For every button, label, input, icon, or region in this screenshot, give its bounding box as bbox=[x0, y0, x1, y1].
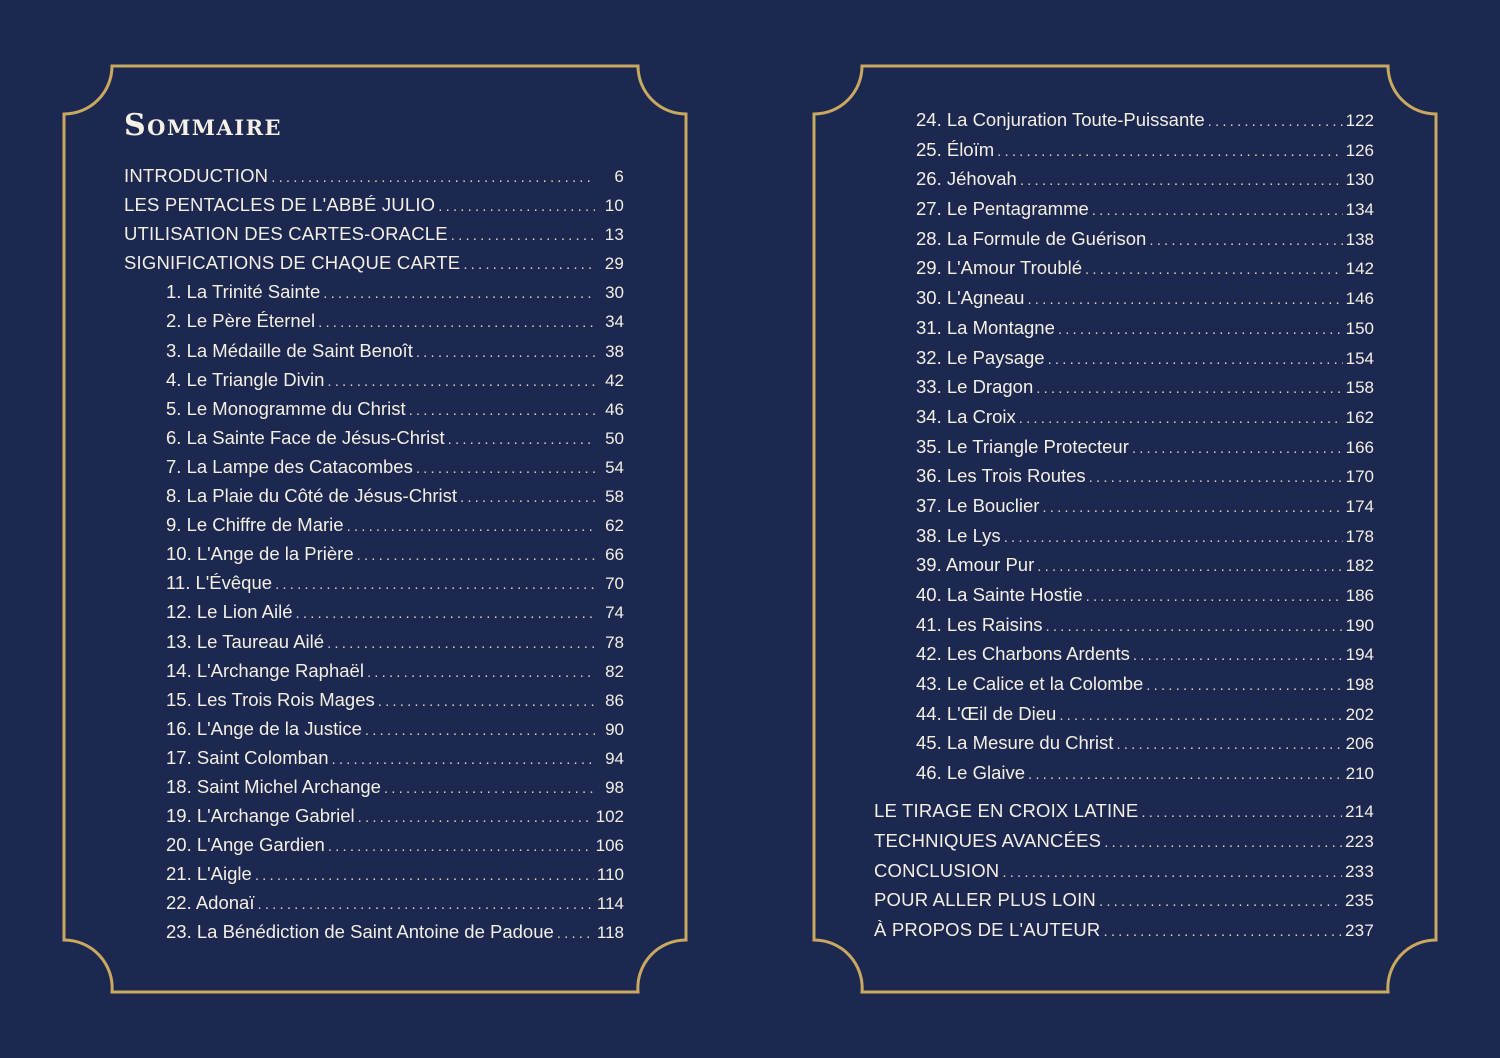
toc-page-number: 70 bbox=[605, 574, 624, 594]
toc-section-entry[interactable] bbox=[874, 890, 1374, 920]
toc-entry-label: TECHNIQUES AVANCÉES bbox=[874, 829, 1102, 851]
dot-leader bbox=[1045, 617, 1342, 637]
page-title: Sommaire bbox=[124, 108, 283, 143]
dot-leader bbox=[347, 517, 595, 537]
toc-page-number: 166 bbox=[1345, 437, 1374, 457]
toc-entry-label: 40. La Sainte Hostie bbox=[916, 584, 1083, 605]
toc-card-entry[interactable] bbox=[124, 311, 624, 340]
toc-page-number: 182 bbox=[1345, 556, 1374, 576]
toc-card-entry[interactable] bbox=[916, 318, 1374, 348]
toc-card-entry[interactable] bbox=[124, 893, 624, 922]
toc-card-entry[interactable] bbox=[916, 258, 1374, 288]
toc-section-entry[interactable] bbox=[124, 224, 624, 253]
toc-page-number: 30 bbox=[605, 283, 624, 303]
dot-leader bbox=[1020, 171, 1343, 191]
toc-page-number: 233 bbox=[1345, 861, 1374, 881]
toc-page-number: 58 bbox=[605, 487, 624, 507]
table-of-contents-right-sections bbox=[874, 801, 1374, 950]
toc-card-entry[interactable] bbox=[124, 777, 624, 806]
toc-page-number: 134 bbox=[1345, 200, 1374, 220]
toc-entry-label: 19. L'Archange Gabriel bbox=[166, 805, 355, 827]
dot-leader bbox=[416, 343, 595, 363]
dot-leader bbox=[332, 750, 596, 770]
toc-card-entry[interactable] bbox=[916, 348, 1374, 378]
toc-entry-label: CONCLUSION bbox=[874, 859, 1000, 881]
toc-card-entry[interactable] bbox=[124, 486, 624, 515]
toc-entry-label: 10. L'Ange de la Prière bbox=[166, 543, 354, 565]
toc-page-number: 114 bbox=[596, 894, 624, 914]
dot-leader bbox=[1002, 863, 1342, 883]
toc-card-entry[interactable] bbox=[916, 140, 1374, 170]
toc-page-number: 90 bbox=[605, 719, 624, 739]
toc-card-entry[interactable] bbox=[124, 544, 624, 573]
dot-leader bbox=[327, 372, 595, 392]
toc-entry-label: 46. Le Glaive bbox=[916, 762, 1026, 784]
dot-leader bbox=[460, 488, 595, 508]
toc-entry-label: 9. Le Chiffre de Marie bbox=[166, 514, 344, 536]
dot-leader bbox=[1048, 350, 1343, 370]
toc-card-entry[interactable] bbox=[124, 835, 624, 864]
toc-page-number: 162 bbox=[1345, 407, 1374, 427]
dot-leader bbox=[1019, 409, 1343, 429]
toc-entry-label: 25. Éloïm bbox=[916, 138, 995, 160]
dot-leader bbox=[257, 895, 593, 915]
toc-page-number: 6 bbox=[614, 167, 624, 186]
dot-leader bbox=[1133, 646, 1343, 666]
dot-leader bbox=[1004, 528, 1343, 548]
dot-leader bbox=[1141, 803, 1342, 823]
dot-leader bbox=[1208, 112, 1343, 132]
toc-page-number: 154 bbox=[1345, 348, 1374, 368]
toc-page-number: 206 bbox=[1345, 734, 1374, 754]
dot-leader bbox=[271, 168, 595, 188]
toc-entry-label: 14. L'Archange Raphaël bbox=[166, 659, 364, 681]
toc-page-number: 106 bbox=[595, 836, 624, 856]
toc-page-number: 202 bbox=[1345, 704, 1374, 724]
table-of-contents-left bbox=[124, 166, 624, 952]
toc-entry-label: 24. La Conjuration Toute-Puissante bbox=[916, 109, 1205, 130]
toc-entry-label: 17. Saint Colomban bbox=[166, 746, 329, 768]
toc-card-entry[interactable] bbox=[124, 864, 624, 893]
toc-page-number: 86 bbox=[605, 690, 624, 710]
toc-card-entry[interactable] bbox=[124, 428, 624, 457]
toc-page-number: 13 bbox=[604, 225, 624, 245]
toc-entry-label: 23. La Bénédiction de Saint Antoine de Padoue bbox=[166, 921, 554, 943]
toc-entry-label: 35. Le Triangle Protecteur bbox=[916, 435, 1129, 457]
dot-leader bbox=[1085, 260, 1343, 280]
toc-entry-label: 11. L'Évêque bbox=[166, 572, 273, 594]
dot-leader bbox=[1089, 468, 1343, 488]
toc-entry-label: UTILISATION DES CARTES-ORACLE bbox=[124, 223, 448, 245]
toc-page-number: 198 bbox=[1345, 675, 1374, 695]
toc-page-number: 150 bbox=[1345, 318, 1374, 338]
toc-card-entry[interactable] bbox=[124, 719, 624, 748]
toc-entry-label: 22. Adonaï bbox=[166, 892, 255, 914]
dot-leader bbox=[1042, 498, 1342, 518]
toc-section-entry[interactable] bbox=[124, 166, 624, 195]
toc-entry-label: 12. Le Lion Ailé bbox=[166, 601, 293, 623]
toc-card-entry[interactable] bbox=[916, 229, 1374, 259]
dot-leader bbox=[327, 634, 595, 654]
dot-leader bbox=[438, 197, 595, 217]
toc-card-entry[interactable] bbox=[916, 199, 1374, 229]
toc-page-number: 146 bbox=[1345, 289, 1374, 309]
toc-entry-label: 27. Le Pentagramme bbox=[916, 198, 1089, 220]
toc-page-number: 237 bbox=[1345, 921, 1374, 941]
dot-leader bbox=[997, 142, 1342, 162]
toc-section-entry[interactable] bbox=[124, 253, 624, 282]
toc-entry-label: 8. La Plaie du Côté de Jésus-Christ bbox=[166, 485, 458, 507]
table-of-contents-right-cards bbox=[916, 110, 1374, 793]
toc-card-entry[interactable] bbox=[916, 704, 1374, 734]
toc-card-entry[interactable] bbox=[916, 733, 1374, 763]
dot-leader bbox=[323, 284, 595, 304]
toc-entry-label: 39. Amour Pur bbox=[916, 554, 1035, 576]
toc-page-number: 10 bbox=[604, 196, 624, 216]
toc-page-number: 74 bbox=[605, 603, 624, 623]
toc-page-number: 118 bbox=[596, 923, 624, 943]
toc-entry-label: 16. L'Ange de la Justice bbox=[166, 717, 362, 739]
dot-leader bbox=[1099, 892, 1342, 912]
toc-card-entry[interactable] bbox=[916, 615, 1374, 645]
dot-leader bbox=[318, 313, 595, 333]
toc-entry-label: 32. Le Paysage bbox=[916, 346, 1045, 368]
toc-page-number: 130 bbox=[1345, 170, 1374, 190]
toc-card-entry[interactable] bbox=[916, 169, 1374, 199]
toc-entry-label: LE TIRAGE EN CROIX LATINE bbox=[874, 800, 1139, 821]
toc-page-number: 126 bbox=[1345, 140, 1374, 160]
toc-card-entry[interactable] bbox=[124, 341, 624, 370]
dot-leader bbox=[296, 604, 595, 624]
dot-leader bbox=[1149, 231, 1342, 251]
toc-page-number: 178 bbox=[1345, 526, 1374, 546]
dot-leader bbox=[1027, 290, 1342, 310]
toc-entry-label: 38. Le Lys bbox=[916, 524, 1001, 546]
toc-page-number: 142 bbox=[1345, 259, 1374, 279]
toc-entry-label: 42. Les Charbons Ardents bbox=[916, 643, 1130, 665]
toc-entry-label: 15. Les Trois Rois Mages bbox=[166, 688, 375, 710]
dot-leader bbox=[1092, 201, 1343, 221]
toc-entry-label: 21. L'Aigle bbox=[166, 863, 252, 885]
toc-entry-label: LES PENTACLES DE L'ABBÉ JULIO bbox=[124, 194, 436, 216]
toc-card-entry[interactable] bbox=[124, 748, 624, 777]
toc-page-number: 98 bbox=[605, 777, 624, 797]
toc-page-number: 94 bbox=[605, 748, 624, 768]
toc-page-number: 158 bbox=[1345, 378, 1374, 398]
dot-leader bbox=[448, 430, 595, 450]
toc-card-entry[interactable] bbox=[124, 515, 624, 544]
toc-card-entry[interactable] bbox=[916, 437, 1374, 467]
dot-leader bbox=[451, 226, 595, 246]
toc-section-entry[interactable] bbox=[874, 861, 1374, 891]
toc-entry-label: 7. La Lampe des Catacombes bbox=[166, 455, 413, 477]
toc-entry-label: 43. Le Calice et la Colombe bbox=[916, 673, 1144, 695]
toc-card-entry[interactable] bbox=[916, 585, 1374, 615]
dot-leader bbox=[384, 779, 595, 799]
toc-card-entry[interactable] bbox=[916, 288, 1374, 318]
toc-entry-label: INTRODUCTION bbox=[124, 165, 269, 186]
toc-entry-label: 4. Le Triangle Divin bbox=[166, 368, 325, 390]
toc-entry-label: 37. Le Bouclier bbox=[916, 494, 1040, 516]
toc-page-number: 34 bbox=[605, 312, 624, 332]
toc-entry-label: 3. La Médaille de Saint Benoît bbox=[166, 339, 413, 361]
toc-entry-label: 20. L'Ange Gardien bbox=[166, 834, 325, 856]
dot-leader bbox=[275, 575, 595, 595]
toc-page-number: 42 bbox=[605, 370, 624, 390]
toc-entry-label: 31. La Montagne bbox=[916, 316, 1055, 338]
toc-entry-label: 29. L'Amour Troublé bbox=[916, 257, 1083, 279]
toc-entry-label: 2. Le Père Éternel bbox=[166, 310, 316, 332]
dot-leader bbox=[1116, 735, 1342, 755]
toc-page-number: 210 bbox=[1345, 764, 1374, 784]
toc-card-entry[interactable] bbox=[916, 377, 1374, 407]
toc-page-number: 190 bbox=[1345, 615, 1374, 635]
toc-card-entry[interactable] bbox=[124, 457, 624, 486]
dot-leader bbox=[1146, 676, 1342, 696]
toc-card-entry[interactable] bbox=[916, 407, 1374, 437]
toc-page-number: 66 bbox=[605, 545, 624, 565]
dot-leader bbox=[1104, 833, 1342, 853]
toc-card-entry[interactable] bbox=[916, 674, 1374, 704]
toc-page-number: 82 bbox=[605, 661, 624, 681]
toc-entry-label: 18. Saint Michel Archange bbox=[166, 775, 381, 797]
toc-page-number: 54 bbox=[605, 457, 624, 477]
dot-leader bbox=[1086, 587, 1343, 607]
dot-leader bbox=[463, 255, 595, 275]
dot-leader bbox=[1036, 379, 1342, 399]
dot-leader bbox=[1037, 557, 1342, 577]
dot-leader bbox=[328, 837, 593, 857]
dot-leader bbox=[1132, 439, 1343, 459]
toc-entry-label: 33. Le Dragon bbox=[916, 376, 1034, 398]
toc-page-number: 186 bbox=[1345, 586, 1374, 605]
toc-entry-label: 34. La Croix bbox=[916, 405, 1016, 427]
toc-card-entry[interactable] bbox=[124, 661, 624, 690]
toc-entry-label: 26. Jéhovah bbox=[916, 168, 1017, 190]
dot-leader bbox=[365, 721, 595, 741]
dot-leader bbox=[357, 546, 595, 566]
dot-leader bbox=[557, 924, 594, 944]
toc-card-entry[interactable] bbox=[124, 922, 624, 951]
toc-page-number: 50 bbox=[605, 428, 624, 448]
toc-entry-label: 30. L'Agneau bbox=[916, 287, 1025, 309]
toc-entry-label: 1. La Trinité Sainte bbox=[166, 281, 321, 303]
toc-entry-label: 13. Le Taureau Ailé bbox=[166, 630, 325, 652]
toc-section-entry[interactable] bbox=[874, 831, 1374, 861]
toc-page-number: 62 bbox=[605, 516, 624, 536]
dot-leader bbox=[1028, 765, 1343, 785]
toc-entry-label: POUR ALLER PLUS LOIN bbox=[874, 889, 1096, 911]
toc-card-entry[interactable] bbox=[916, 526, 1374, 556]
toc-card-entry[interactable] bbox=[916, 763, 1374, 793]
toc-entry-label: 45. La Mesure du Christ bbox=[916, 732, 1114, 754]
toc-page-number: 174 bbox=[1345, 496, 1374, 516]
toc-page-number: 102 bbox=[595, 807, 624, 827]
toc-page-number: 170 bbox=[1345, 467, 1374, 487]
toc-card-entry[interactable] bbox=[124, 602, 624, 631]
dot-leader bbox=[1104, 922, 1343, 942]
toc-entry-label: À PROPOS DE L'AUTEUR bbox=[874, 919, 1101, 941]
toc-card-entry[interactable] bbox=[916, 644, 1374, 674]
dot-leader bbox=[1058, 320, 1343, 340]
toc-entry-label: 6. La Sainte Face de Jésus-Christ bbox=[166, 426, 445, 448]
toc-page-number: 214 bbox=[1345, 802, 1374, 821]
toc-page-number: 122 bbox=[1345, 111, 1374, 130]
toc-page-number: 223 bbox=[1345, 831, 1374, 851]
toc-card-entry[interactable] bbox=[124, 632, 624, 661]
toc-entry-label: 36. Les Trois Routes bbox=[916, 465, 1086, 487]
toc-page-number: 110 bbox=[596, 865, 624, 885]
toc-card-entry[interactable] bbox=[124, 282, 624, 311]
dot-leader bbox=[1059, 706, 1342, 726]
toc-page-number: 138 bbox=[1345, 229, 1374, 249]
toc-card-entry[interactable] bbox=[124, 690, 624, 719]
toc-entry-label: 44. L'Œil de Dieu bbox=[916, 702, 1057, 724]
toc-card-entry[interactable] bbox=[124, 399, 624, 428]
dot-leader bbox=[409, 401, 595, 421]
toc-card-entry[interactable] bbox=[916, 110, 1374, 140]
toc-page-number: 46 bbox=[605, 399, 624, 419]
toc-page-number: 78 bbox=[605, 632, 624, 652]
dot-leader bbox=[358, 808, 593, 828]
toc-page-number: 235 bbox=[1345, 891, 1374, 911]
toc-card-entry[interactable] bbox=[916, 466, 1374, 496]
toc-page-number: 38 bbox=[605, 341, 624, 361]
toc-page-number: 194 bbox=[1345, 645, 1374, 665]
toc-entry-label: SIGNIFICATIONS DE CHAQUE CARTE bbox=[124, 252, 461, 274]
toc-card-entry[interactable] bbox=[124, 806, 624, 835]
dot-leader bbox=[378, 692, 595, 712]
toc-card-entry[interactable] bbox=[916, 496, 1374, 526]
toc-section-entry[interactable] bbox=[874, 920, 1374, 950]
toc-card-entry[interactable] bbox=[124, 370, 624, 399]
dot-leader bbox=[416, 459, 595, 479]
toc-entry-label: 28. La Formule de Guérison bbox=[916, 227, 1147, 249]
toc-section-entry[interactable] bbox=[124, 195, 624, 224]
toc-entry-label: 41. Les Raisins bbox=[916, 613, 1043, 635]
toc-entry-label: 5. Le Monogramme du Christ bbox=[166, 397, 406, 419]
toc-page-number: 29 bbox=[604, 254, 624, 274]
toc-section-entry[interactable] bbox=[874, 801, 1374, 831]
toc-card-entry[interactable] bbox=[916, 555, 1374, 585]
dot-leader bbox=[367, 663, 595, 683]
dot-leader bbox=[255, 866, 594, 886]
toc-card-entry[interactable] bbox=[124, 573, 624, 602]
